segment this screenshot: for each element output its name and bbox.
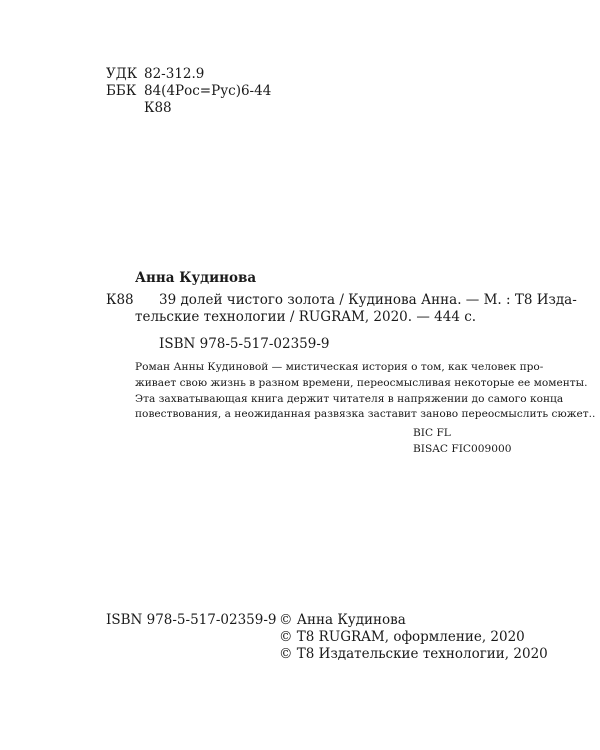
udk-label: УДК xyxy=(106,66,138,82)
bisac-code: BISAC FIC009000 xyxy=(413,443,512,455)
bbk-label: ББК xyxy=(106,83,137,99)
bbk-value: 84(4Рос=Рус)6-44 xyxy=(144,83,272,99)
record-title-line-2: тельские технологии / RUGRAM, 2020. — 444 с. xyxy=(135,309,477,325)
annotation-line-4: повествования, а неожиданная развязка заставит заново переосмыслить сюжет.. xyxy=(135,408,596,420)
udk-value: 82-312.9 xyxy=(144,66,205,82)
record-isbn: ISBN 978-5-517-02359-9 xyxy=(159,336,330,352)
annotation-line-3: Эта захватывающая книга держит читателя в напряжении до самого конца xyxy=(135,393,564,405)
author-heading: Анна Кудинова xyxy=(135,270,257,286)
copyright-t8: © Т8 Издательские технологии, 2020 xyxy=(279,646,548,662)
bbk-line xyxy=(106,83,271,100)
annotation-line-2: живает свою жизнь в разном времени, переосмысливая некоторые ее моменты. xyxy=(135,377,588,389)
author-sign-top: К88 xyxy=(144,100,172,116)
annotation-line-1: Роман Анны Кудиновой — мистическая история о том, как человек про- xyxy=(135,361,544,373)
footer-isbn: ISBN 978-5-517-02359-9 xyxy=(106,612,277,628)
author-sign: К88 xyxy=(106,292,134,308)
copyright-author: © Анна Кудинова xyxy=(279,612,406,628)
bic-code: BIC FL xyxy=(413,427,451,439)
copyright-rugram: © Т8 RUGRAM, оформление, 2020 xyxy=(279,629,525,645)
record-title-line-1: 39 долей чистого золота / Кудинова Анна. — М. : Т8 Изда- xyxy=(159,292,577,308)
udk-line xyxy=(106,66,204,83)
